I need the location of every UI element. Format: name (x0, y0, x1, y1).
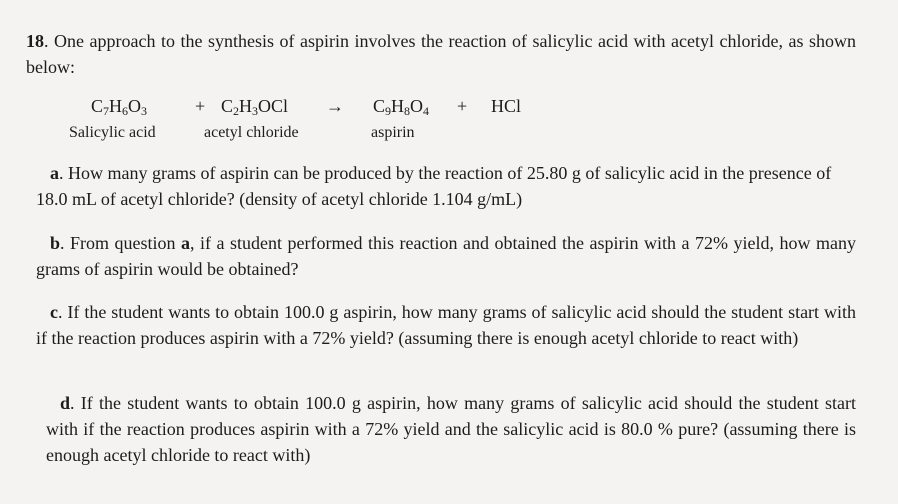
part-reference: a (181, 233, 191, 253)
part-a (36, 160, 856, 212)
salicylic-acid-label: Salicylic acid (69, 124, 156, 141)
question-intro-text: . One approach to the synthesis of aspirin involves the reaction of salicylic acid with acetyl chloride, as shown below: (26, 31, 856, 77)
part-letter: c (50, 302, 58, 322)
plus-sign: + (457, 96, 468, 116)
part-b-text: . From question (60, 233, 182, 253)
aspirin-formula: $C_9H_8O_4$ (373, 96, 430, 118)
part-d-text: . If the student wants to obtain 100.0 g aspirin, how many grams of salicylic acid should the student start with if the reaction produces aspirin with a 72% yield and the salicylic acid is 80.0 % pure? (assuming there is enough acetyl chloride to react with) (46, 393, 856, 465)
part-d (46, 390, 856, 468)
hcl-formula: HCl (491, 96, 522, 116)
salicylic-acid-formula: $C_7H_6O_3$ (91, 96, 148, 118)
part-c (36, 299, 856, 351)
question-number: 18 (26, 31, 44, 51)
part-letter: d (60, 393, 71, 413)
part-a-text: . How many grams of aspirin can be produced by the reaction of 25.80 g of salicylic acid in the presence of 18.0 mL of acetyl chloride? (density of acetyl chloride 1.104 g/mL) (36, 163, 832, 209)
part-b-text: , if a student performed this reaction and obtained the aspirin with a 72% yield, how many grams of aspirin would be obtained? (36, 233, 856, 279)
aspirin-label: aspirin (371, 124, 415, 141)
part-letter: a (50, 163, 59, 183)
part-letter: b (50, 233, 61, 253)
acetyl-chloride-label: acetyl chloride (204, 124, 299, 141)
reaction-equation (0, 96, 898, 152)
part-c-text: . If the student wants to obtain 100.0 g aspirin, how many grams of salicylic acid should the student start with if the reaction produces aspirin with a 72% yield? (assuming there is enough acetyl chloride to react with) (36, 302, 856, 348)
acetyl-chloride-formula: $C_2H_3OCl$ (221, 96, 289, 118)
reaction-arrow: → (326, 96, 344, 116)
question-18-intro (26, 28, 856, 80)
part-b (36, 230, 856, 282)
plus-sign: + (195, 96, 206, 116)
